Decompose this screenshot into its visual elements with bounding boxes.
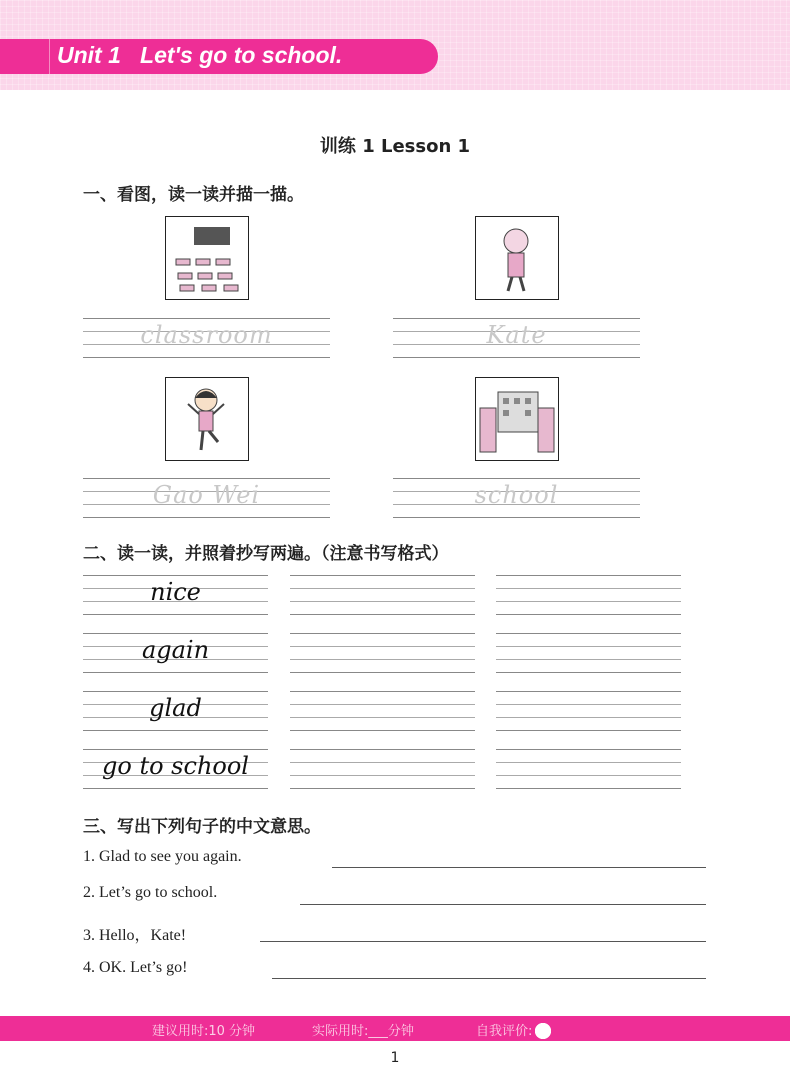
copy-grid[interactable] — [290, 691, 475, 731]
gao-wei-picture — [165, 377, 249, 461]
copy-grid[interactable] — [496, 749, 681, 789]
classroom-picture — [165, 216, 249, 300]
sentence-4: 4. OK. Let’s go! — [83, 959, 188, 976]
unit-title-bar — [0, 39, 438, 74]
copy-grid[interactable] — [290, 749, 475, 789]
answer-line-2[interactable] — [300, 904, 706, 905]
trace-grid[interactable] — [393, 318, 640, 358]
model-word: again — [141, 636, 210, 664]
model-word-grid — [83, 575, 268, 615]
unit-title: Unit 1 Let's go to school. — [57, 42, 343, 68]
copy-grid[interactable] — [496, 575, 681, 615]
answer-line-4[interactable] — [272, 978, 706, 979]
trace-grid[interactable] — [83, 318, 330, 358]
model-word-grid — [83, 633, 268, 673]
trace-grid[interactable] — [393, 478, 640, 518]
section3-heading: 三、写出下列句子的中文意思。 — [83, 817, 321, 837]
sentence-3: 3. Hello，Kate! — [83, 927, 187, 944]
trace-word: Kate — [486, 321, 547, 349]
sentence-2: 2. Let’s go to school. — [83, 884, 218, 901]
trace-grid[interactable] — [83, 478, 330, 518]
header-band — [0, 0, 790, 90]
model-word: nice — [150, 578, 201, 606]
lesson-title: 训练 1 Lesson 1 — [319, 136, 471, 157]
model-word: go to school — [102, 752, 249, 780]
suggested-time: 建议用时:10 分钟 — [152, 1024, 256, 1039]
footer-bar — [0, 1016, 790, 1041]
page-number: 1 — [390, 1050, 400, 1066]
model-word: glad — [149, 694, 202, 722]
section1-heading: 一、看图，读一读并描一描。 — [83, 185, 304, 205]
self-eval-label: 自我评价: — [476, 1024, 533, 1039]
sentence-1: 1. Glad to see you again. — [83, 848, 242, 865]
answer-line-1[interactable] — [332, 867, 706, 868]
copy-grid[interactable] — [496, 633, 681, 673]
self-evaluation — [476, 1020, 532, 1039]
section2-heading: 二、读一读，并照着抄写两遍。（注意书写格式） — [83, 544, 449, 564]
actual-time: 实际用时:___分钟 — [312, 1024, 414, 1039]
school-picture — [475, 377, 559, 461]
flower-icon[interactable] — [536, 1024, 550, 1038]
answer-line-3[interactable] — [260, 941, 706, 942]
copy-grid[interactable] — [290, 633, 475, 673]
trace-word: classroom — [140, 321, 273, 349]
copy-grid[interactable] — [496, 691, 681, 731]
model-word-grid — [83, 749, 268, 789]
model-word-grid — [83, 691, 268, 731]
trace-word: Gao Wei — [152, 481, 261, 509]
copy-grid[interactable] — [290, 575, 475, 615]
trace-word: school — [474, 481, 559, 509]
kate-picture — [475, 216, 559, 300]
